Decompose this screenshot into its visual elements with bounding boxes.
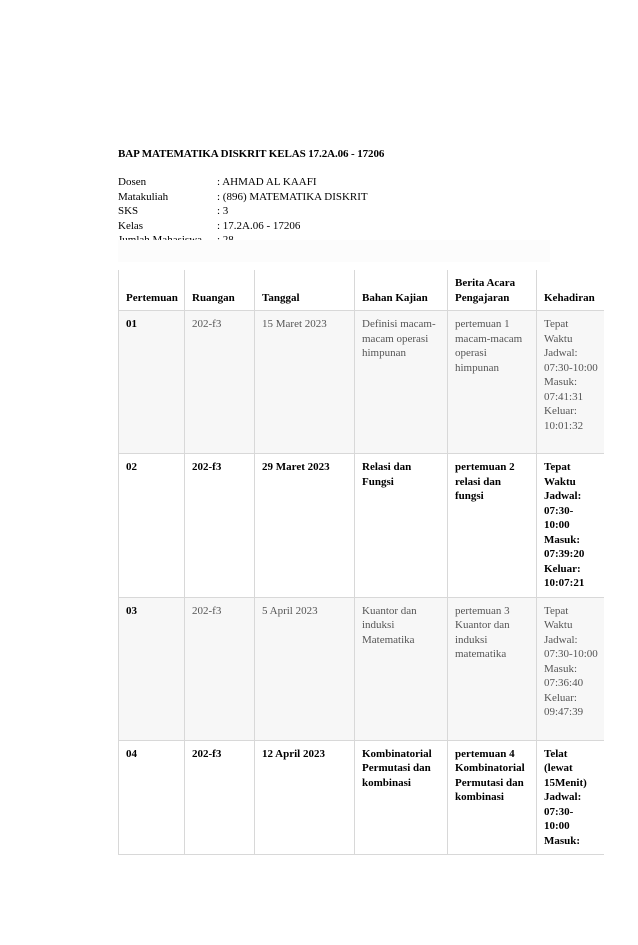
header-pertemuan: Pertemuan — [119, 270, 185, 311]
info-value: : 17.2A.06 - 17206 — [217, 219, 301, 232]
cell-kehadiran: Tepat Waktu Jadwal: 07:30-10:00 Masuk: 07:39:20 Keluar: 10:07:21 — [537, 454, 605, 598]
cell-kehadiran: Tepat Waktu Jadwal: 07:30-10:00 Masuk: 07:41:31 Keluar: 10:01:32 — [537, 311, 605, 454]
cell-berita-acara: pertemuan 2 relasi dan fungsi — [448, 454, 537, 598]
cell-tanggal: 15 Maret 2023 — [255, 311, 355, 454]
attendance-table-wrap — [118, 270, 604, 856]
course-info — [118, 175, 368, 248]
cell-ruangan: 202-f3 — [185, 311, 255, 454]
info-label: Matakuliah — [118, 190, 169, 203]
cell-ruangan: 202-f3 — [185, 740, 255, 855]
header-tanggal: Tanggal — [255, 270, 355, 311]
page-title: BAP MATEMATIKA DISKRIT KELAS 17.2A.06 - 17206 — [118, 148, 385, 160]
cell-bahan-kajian: Definisi macam-macam operasi himpunan — [355, 311, 448, 454]
info-shade — [118, 240, 550, 262]
cell-pertemuan: 01 — [119, 311, 185, 454]
info-row-sks — [118, 204, 368, 219]
table-row — [119, 740, 605, 855]
info-label: Kelas — [118, 219, 144, 232]
cell-ruangan: 202-f3 — [185, 597, 255, 740]
table-row — [119, 597, 605, 740]
cell-tanggal: 5 April 2023 — [255, 597, 355, 740]
info-label: SKS — [118, 205, 139, 217]
cell-tanggal: 29 Maret 2023 — [255, 454, 355, 598]
info-row-matakuliah — [118, 190, 368, 205]
header-kehadiran: Kehadiran — [537, 270, 605, 311]
cell-pertemuan: 03 — [119, 597, 185, 740]
cell-bahan-kajian: Kuantor dan induksi Matematika — [355, 597, 448, 740]
info-value: : 3 — [217, 205, 229, 217]
cell-kehadiran: Telat (lewat 15Menit) Jadwal: 07:30-10:00 Masuk: — [537, 740, 605, 855]
cell-berita-acara: pertemuan 3 Kuantor dan induksi matematika — [448, 597, 537, 740]
table-row — [119, 311, 605, 454]
table-row — [119, 454, 605, 598]
info-row-dosen — [118, 175, 368, 190]
header-ruangan: Ruangan — [185, 270, 255, 311]
table-header-row — [119, 270, 605, 311]
cell-bahan-kajian: Relasi dan Fungsi — [355, 454, 448, 598]
info-row-kelas — [118, 219, 368, 234]
cell-pertemuan: 04 — [119, 740, 185, 855]
cell-berita-acara: pertemuan 1 macam-macam operasi himpunan — [448, 311, 537, 454]
cell-pertemuan: 02 — [119, 454, 185, 598]
header-bahan-kajian: Bahan Kajian — [355, 270, 448, 311]
cell-berita-acara: pertemuan 4 Kombinatorial Permutasi dan kombinasi — [448, 740, 537, 855]
info-value: : AHMAD AL KAAFI — [217, 176, 317, 188]
cell-kehadiran: Tepat Waktu Jadwal: 07:30-10:00 Masuk: 07:36:40 Keluar: 09:47:39 — [537, 597, 605, 740]
info-value: : (896) MATEMATIKA DISKRIT — [217, 190, 368, 203]
header-berita-acara: Berita Acara Pengajaran — [448, 270, 537, 311]
cell-ruangan: 202-f3 — [185, 454, 255, 598]
attendance-table — [118, 270, 604, 855]
cell-bahan-kajian: Kombinatorial Permutasi dan kombinasi — [355, 740, 448, 855]
info-label: Dosen — [118, 176, 147, 188]
cell-tanggal: 12 April 2023 — [255, 740, 355, 855]
